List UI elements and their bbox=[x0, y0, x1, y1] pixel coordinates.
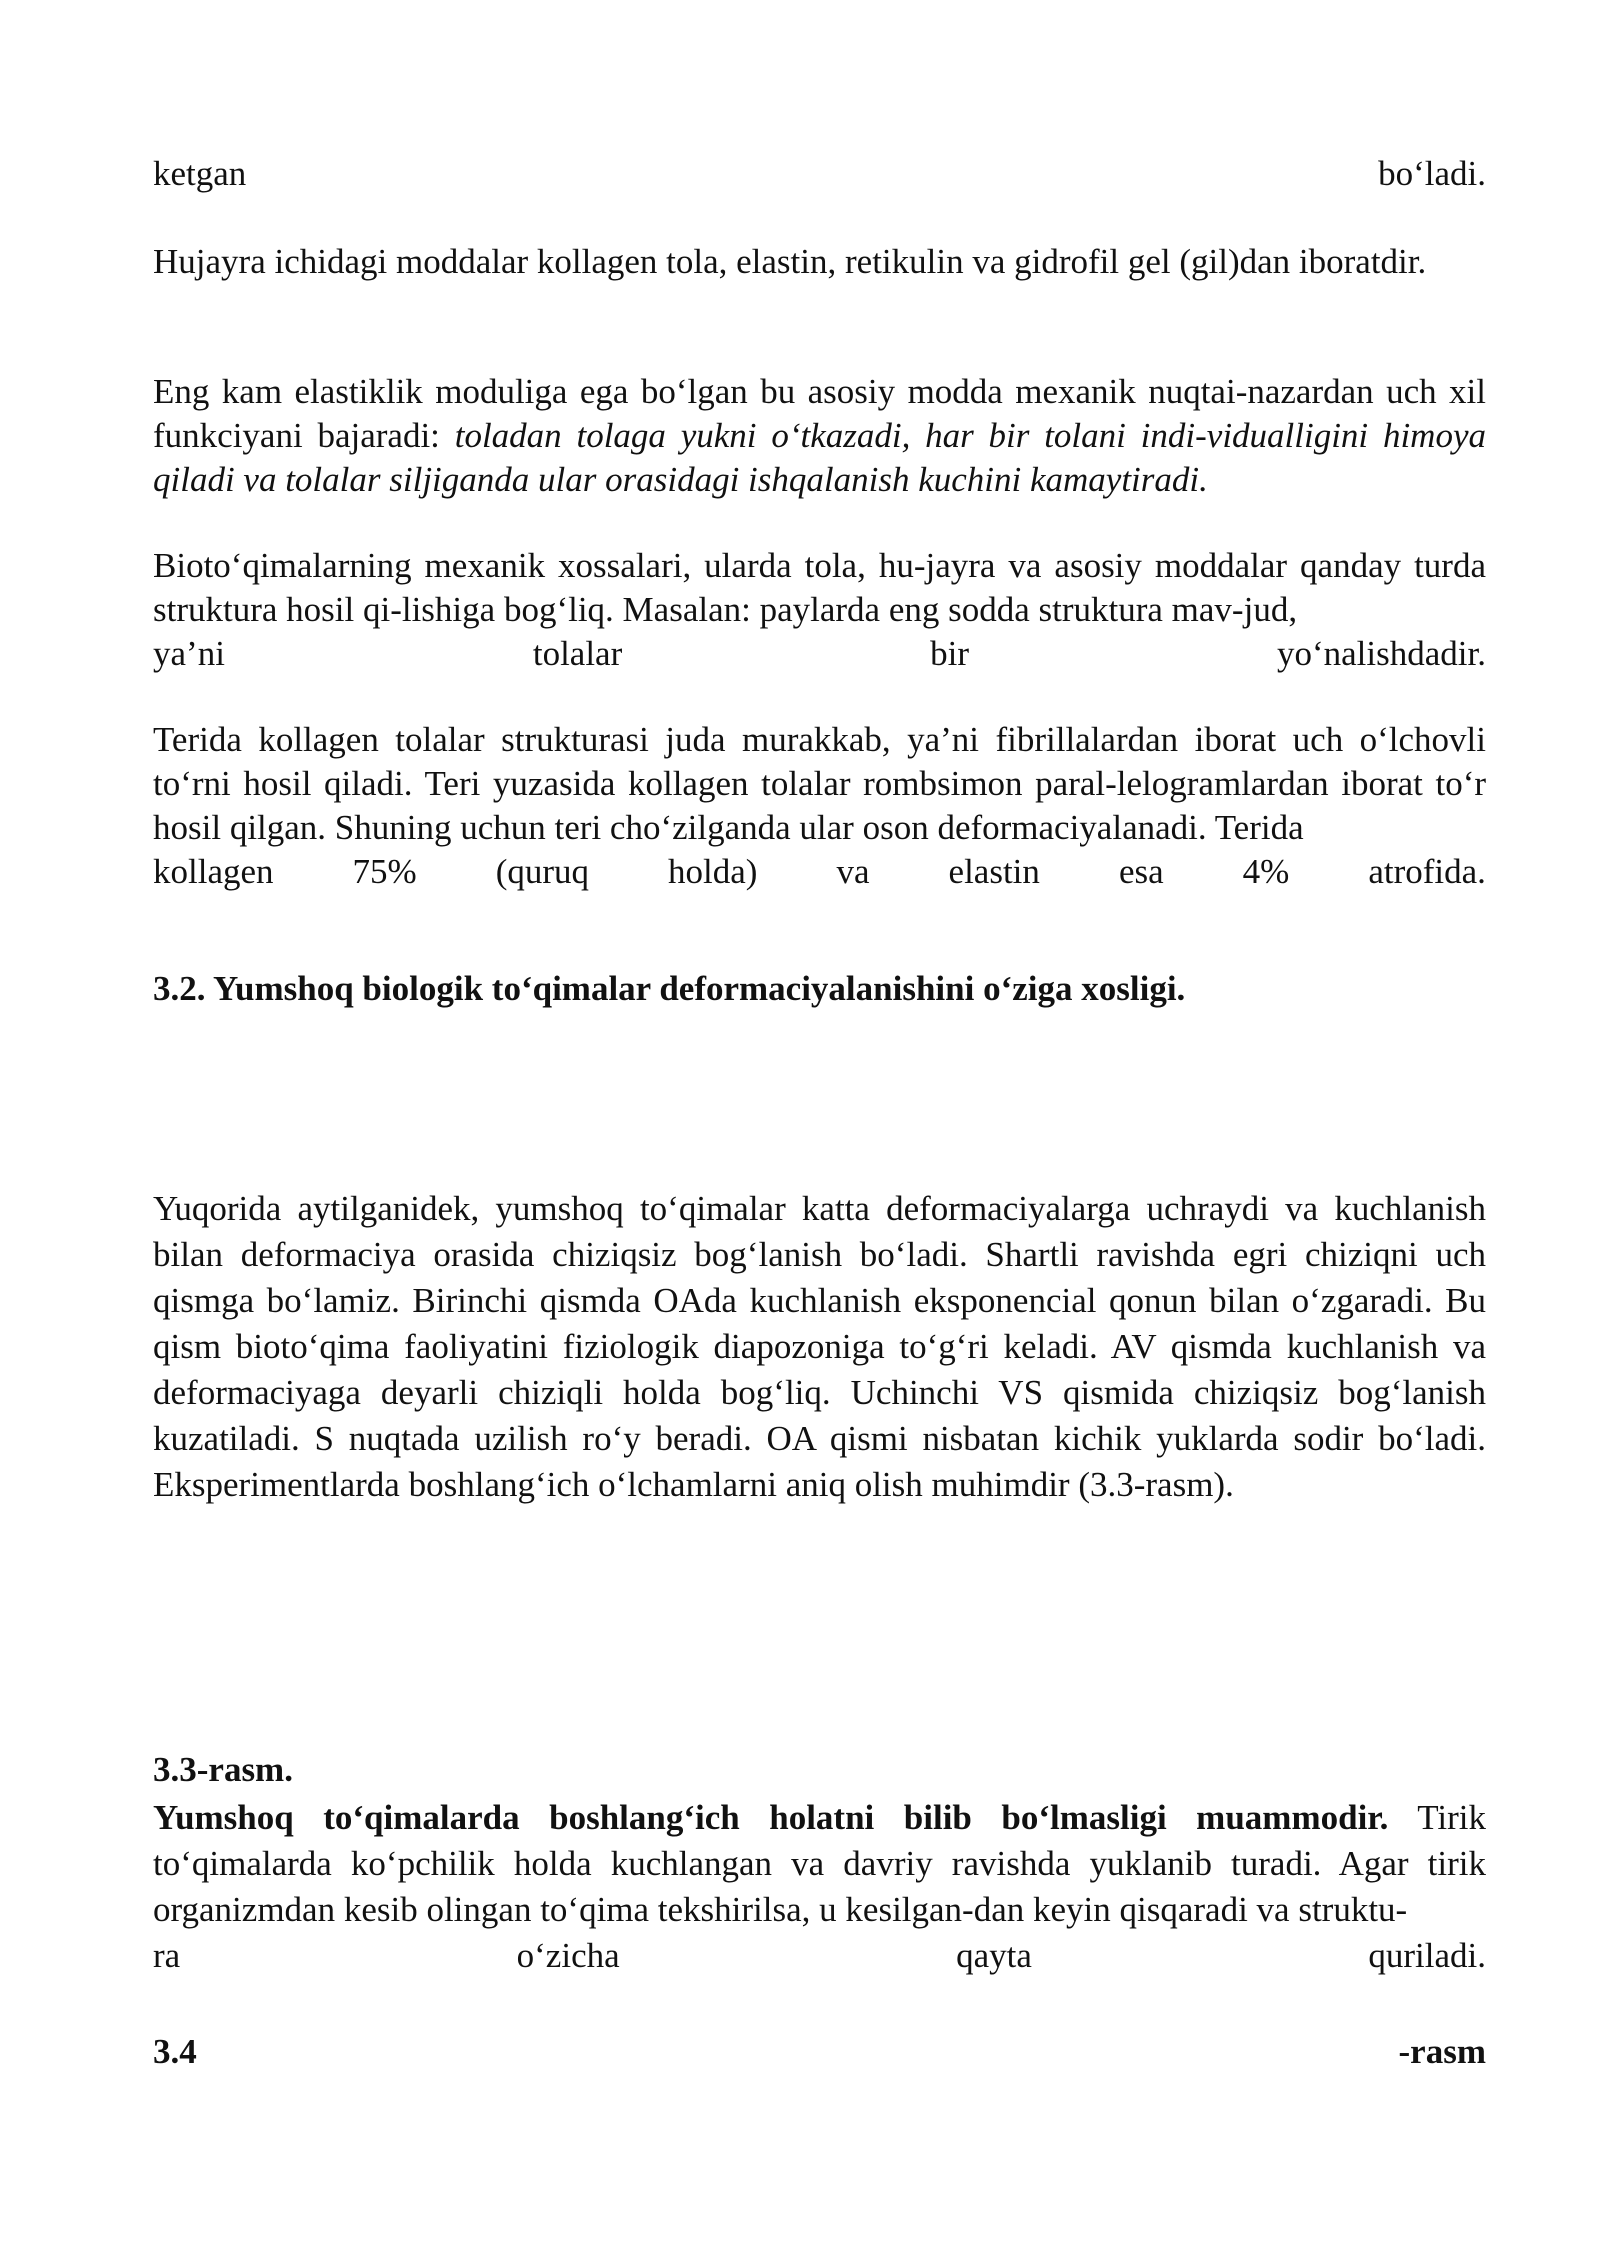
paragraph-last-line bbox=[153, 1934, 1486, 1978]
paragraph-lead: Eng kam elastiklik moduliga ega bo‘lgan bu asosiy modda mexanik nuqtai-nazardan uch xil funkciyani bajaradi: bbox=[153, 372, 1486, 455]
word: atrofida. bbox=[1368, 852, 1486, 891]
text-fragment: bo‘ladi. bbox=[1378, 154, 1486, 193]
paragraph bbox=[153, 1795, 1486, 1933]
paragraph: Yuqorida aytilganidek, yumshoq to‘qimalar katta deformaciyalarga uchraydi va kuchlanish bilan deformaciya orasida chiziqsiz bog‘lanish bo‘ladi. Shartli ravishda egri chiziqni uch qismga bo‘lamiz. Birinchi qismda OAda kuchlanish eksponencial qonun bilan o‘zgaradi. Bu qism bioto‘qima faoliyatini fiziologik diapozoniga to‘g‘ri keladi. AV qismda kuchlanish va deformaciyaga deyarli chiziqli holda bog‘liq. Uchinchi VS qismida chiziqsiz bog‘lanish kuzatiladi. S nuqtada uzilish ro‘y beradi. OA qismi nisbatan kichik yuklarda sodir bo‘ladi. Eksperimentlarda boshlang‘ich o‘lchamlarni aniq olish muhimdir (3.3-rasm). bbox=[153, 1189, 1486, 1504]
word: va bbox=[836, 852, 870, 891]
paragraph: Hujayra ichidagi moddalar kollagen tola, elastin, retikulin va gidrofil gel (gil)dan iboratdir. bbox=[153, 242, 1427, 281]
word: o‘zicha bbox=[516, 1936, 620, 1975]
word: qayta bbox=[956, 1936, 1032, 1975]
word: elastin bbox=[948, 852, 1040, 891]
figure-caption bbox=[153, 2030, 1486, 2074]
paragraph: Bioto‘qimalarning mexanik xossalari, ularda tola, hu-jayra va asosiy moddalar qanday turda struktura hosil qi-lishiga bog‘liq. Masalan: paylarda eng sodda struktura mav-jud, bbox=[153, 546, 1486, 629]
word: kollagen bbox=[153, 852, 274, 891]
word: bir bbox=[930, 634, 970, 673]
paragraph-last-line bbox=[153, 632, 1486, 676]
paragraph: Terida kollagen tolalar strukturasi juda murakkab, ya’ni fibrillalardan iborat uch o‘lchovli to‘rni hosil qiladi. Teri yuzasida kollagen tolalar rombsimon paral-lelogramlardan iborat to‘r hosil qilgan. Shuning uchun teri cho‘zilganda ular oson deformaciyalanadi. Terida bbox=[153, 720, 1486, 847]
paragraph bbox=[153, 370, 1486, 502]
word: ra bbox=[153, 1936, 181, 1975]
text-fragment: ketgan bbox=[153, 154, 247, 193]
paragraph-fragment bbox=[153, 152, 1486, 196]
caption-suffix: -rasm bbox=[1398, 2032, 1486, 2071]
word: (quruq bbox=[495, 852, 590, 891]
figure-caption: 3.3-rasm. bbox=[153, 1750, 293, 1789]
word: quriladi. bbox=[1368, 1936, 1486, 1975]
paragraph-italic: toladan tolaga yukni o‘tkazadi, har bir tolani indi-vidualligini himoya qiladi va tolalar siljiganda ular orasidagi ishqalanish kuchini kamaytiradi. bbox=[153, 416, 1486, 499]
word: 75% bbox=[352, 852, 417, 891]
section-heading: 3.2. Yumshoq biologik to‘qimalar deformaciyalanishini o‘ziga xosligi. bbox=[153, 969, 1186, 1008]
paragraph-last-line bbox=[153, 850, 1486, 894]
paragraph-text: Tirik to‘qimalarda ko‘pchilik holda kuchlangan va davriy ravishda yuklanib turadi. Agar tirik organizmdan kesib olingan to‘qima tekshirilsa, u kesilgan-dan keyin qisqaradi va struktu- bbox=[153, 1798, 1486, 1929]
word: tolalar bbox=[532, 634, 623, 673]
word: yo‘nalishdadir. bbox=[1276, 634, 1486, 673]
word: ya’ni bbox=[153, 634, 225, 673]
caption-number: 3.4 bbox=[153, 2032, 197, 2071]
word: 4% bbox=[1242, 852, 1290, 891]
word: esa bbox=[1118, 852, 1164, 891]
paragraph-bold-lead: Yumshoq to‘qimalarda boshlang‘ich holatni bilib bo‘lmasligi muammodir. bbox=[153, 1798, 1389, 1837]
word: holda) bbox=[668, 852, 758, 891]
